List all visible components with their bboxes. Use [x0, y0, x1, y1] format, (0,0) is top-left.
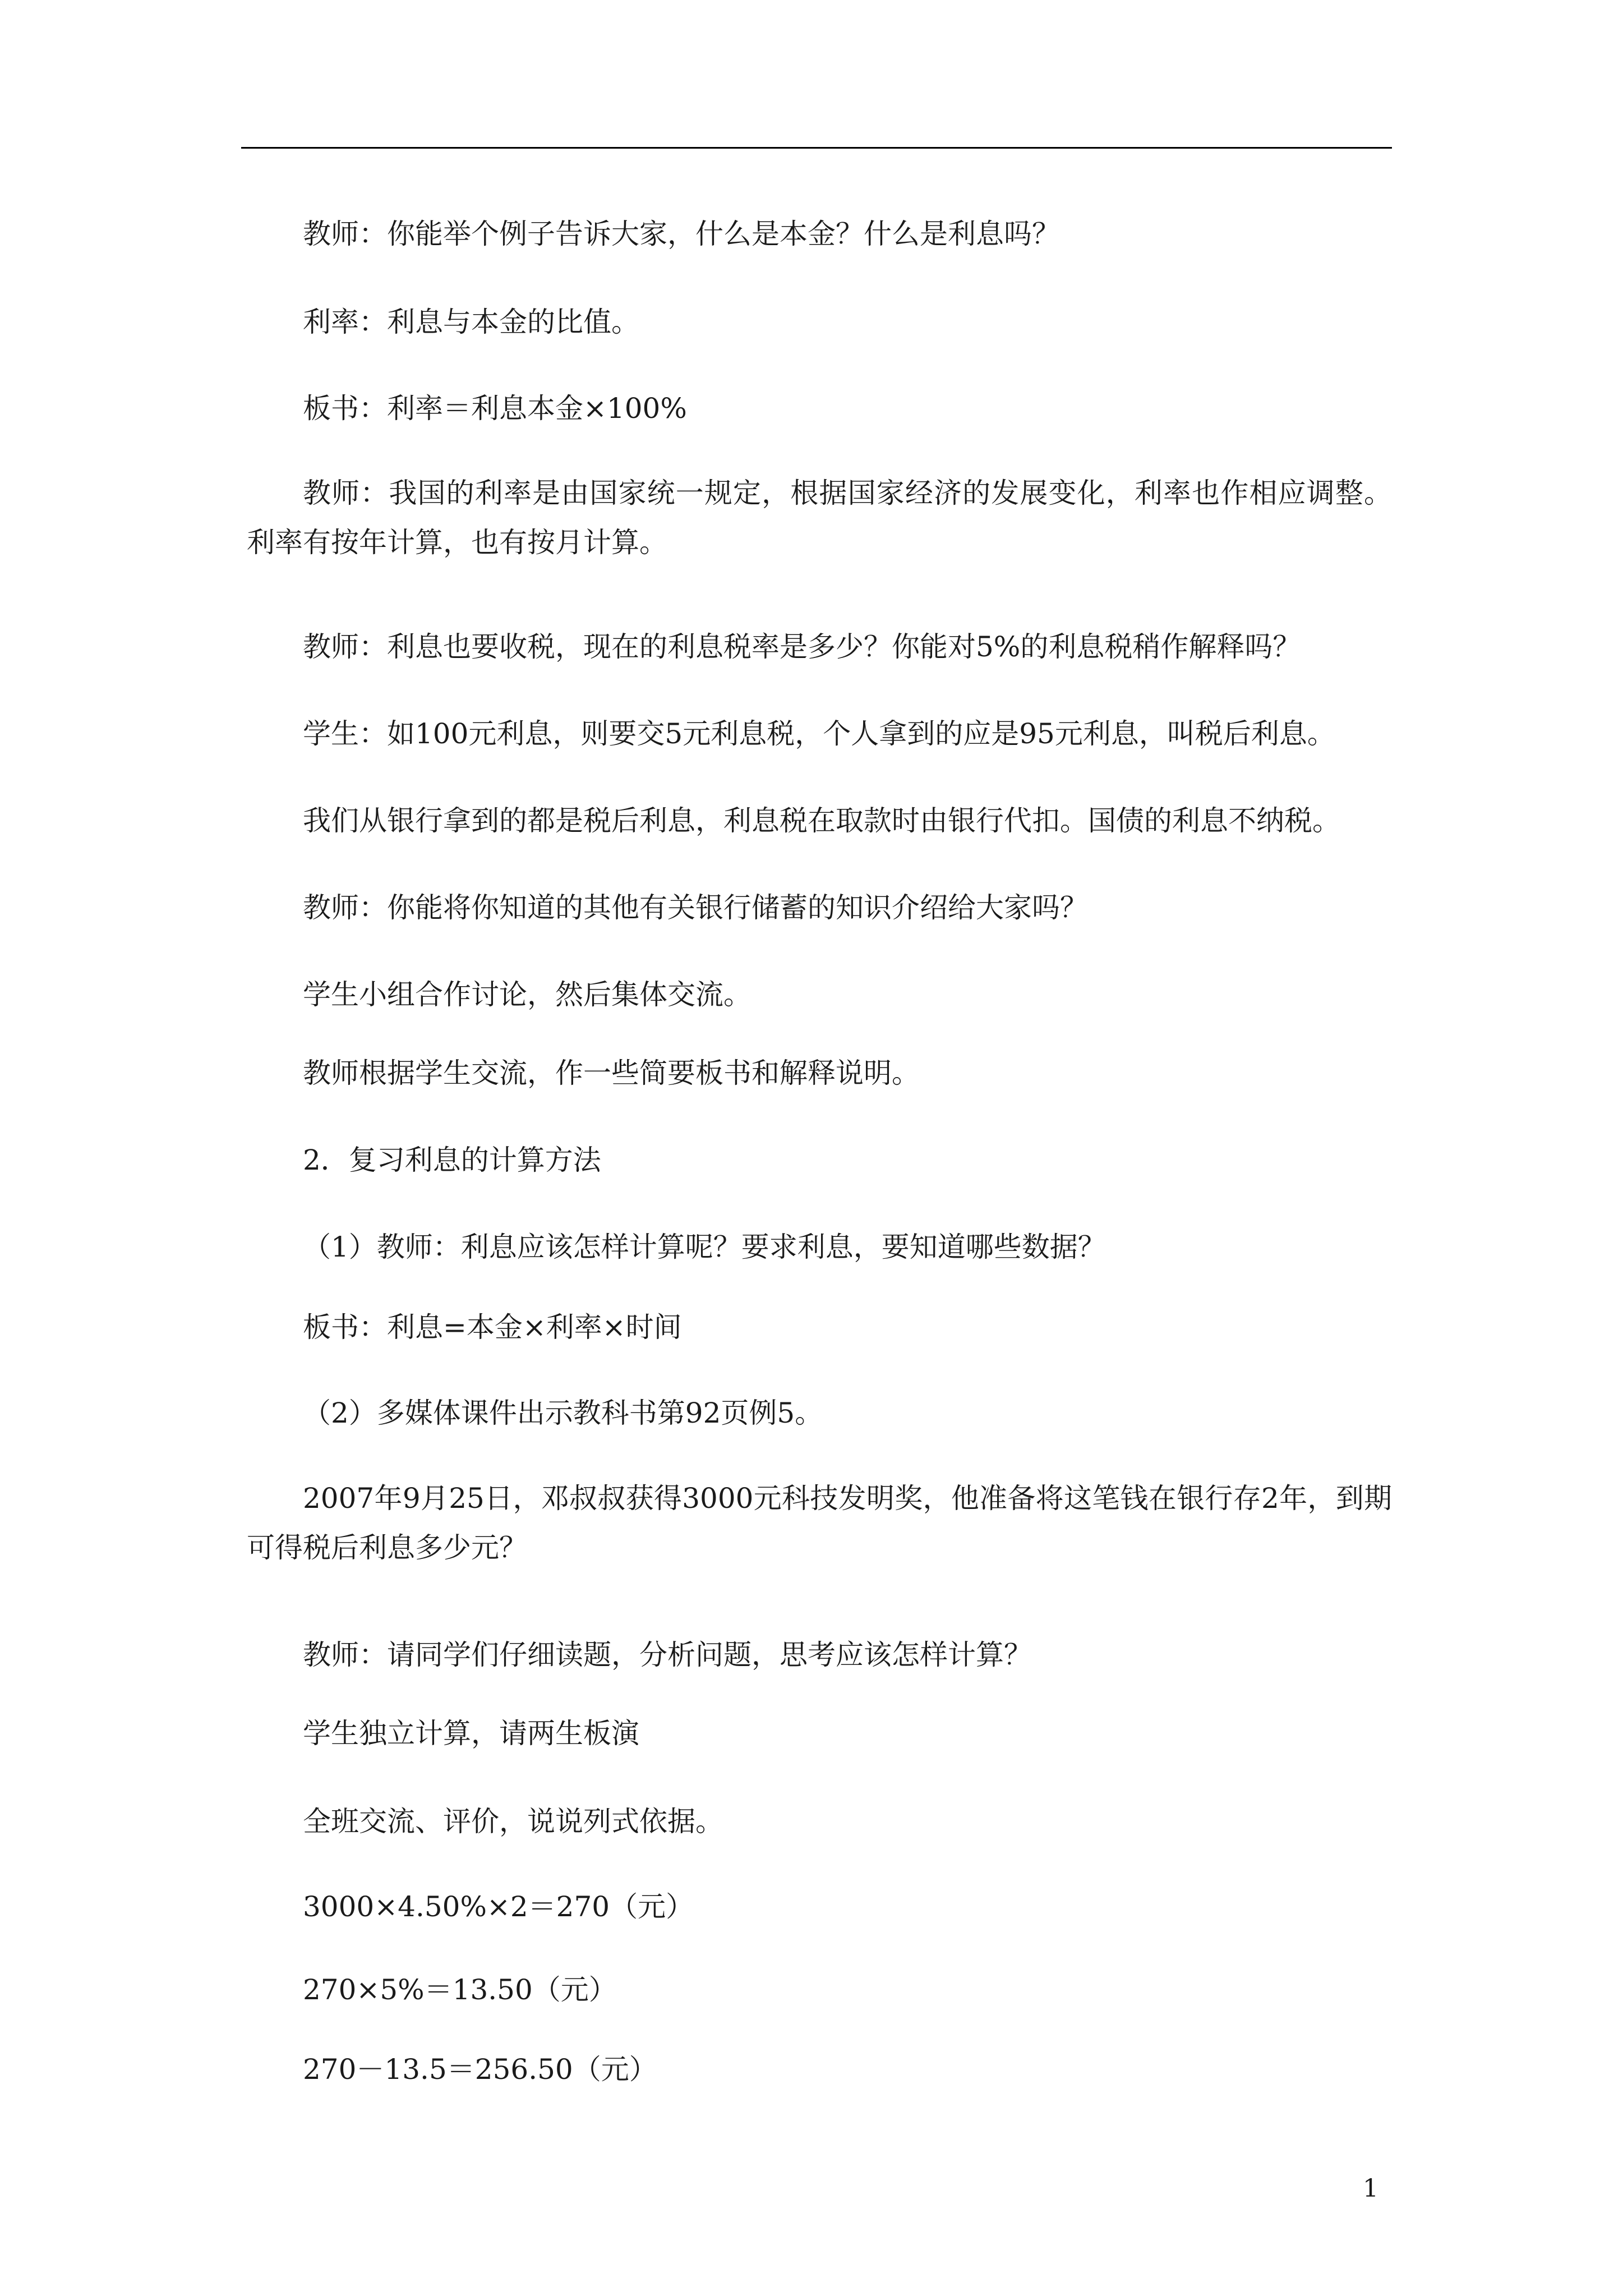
paragraph: 全班交流、评价，说说列式依据。	[303, 1805, 723, 1838]
paragraph: 学生：如100元利息，则要交5元利息税，个人拿到的应是95元利息，叫税后利息。	[303, 717, 1335, 750]
paragraph: 我们从银行拿到的都是税后利息，利息税在取款时由银行代扣。国债的利息不纳税。	[303, 804, 1340, 837]
equation: 270×5%＝13.50（元）	[303, 1973, 617, 2006]
header-rule	[241, 147, 1392, 149]
paragraph: 教师根据学生交流，作一些简要板书和解释说明。	[303, 1057, 920, 1089]
section-heading: 2．复习利息的计算方法	[303, 1144, 601, 1176]
paragraph: 利率：利息与本金的比值。	[303, 306, 639, 338]
paragraph: 教师：请同学们仔细读题，分析问题，思考应该怎样计算？	[303, 1639, 1032, 1671]
equation: 3000×4.50%×2＝270（元）	[303, 1890, 694, 1923]
page-number: 1	[1363, 2174, 1378, 2203]
paragraph: 教师：我国的利率是由国家统一规定，根据国家经济的发展变化，利率也作相应调整。利率有按年计算，也有按月计算。	[247, 477, 1392, 559]
paragraph: 学生小组合作讨论，然后集体交流。	[303, 978, 751, 1011]
paragraph: 板书：利率＝利息本金×100%	[303, 392, 687, 425]
equation: 270－13.5＝256.50（元）	[303, 2053, 657, 2086]
paragraph: 教师：你能举个例子告诉大家，什么是本金？什么是利息吗？	[303, 218, 1060, 250]
paragraph: 2007年9月25日，邓叔叔获得3000元科技发明奖，他准备将这笔钱在银行存2年，到期可得税后利息多少元？	[247, 1482, 1392, 1564]
paragraph: 教师：你能将你知道的其他有关银行储蓄的知识介绍给大家吗？	[303, 891, 1088, 924]
paragraph: （2）多媒体课件出示教科书第92页例5。	[303, 1397, 823, 1429]
paragraph: （1）教师：利息应该怎样计算呢？要求利息，要知道哪些数据？	[303, 1231, 1106, 1263]
paragraph: 板书：利息=本金×利率×时间	[303, 1311, 682, 1343]
paragraph: 教师：利息也要收税，现在的利息税率是多少？你能对5%的利息税稍作解释吗？	[303, 631, 1301, 663]
paragraph: 学生独立计算，请两生板演	[303, 1717, 639, 1750]
